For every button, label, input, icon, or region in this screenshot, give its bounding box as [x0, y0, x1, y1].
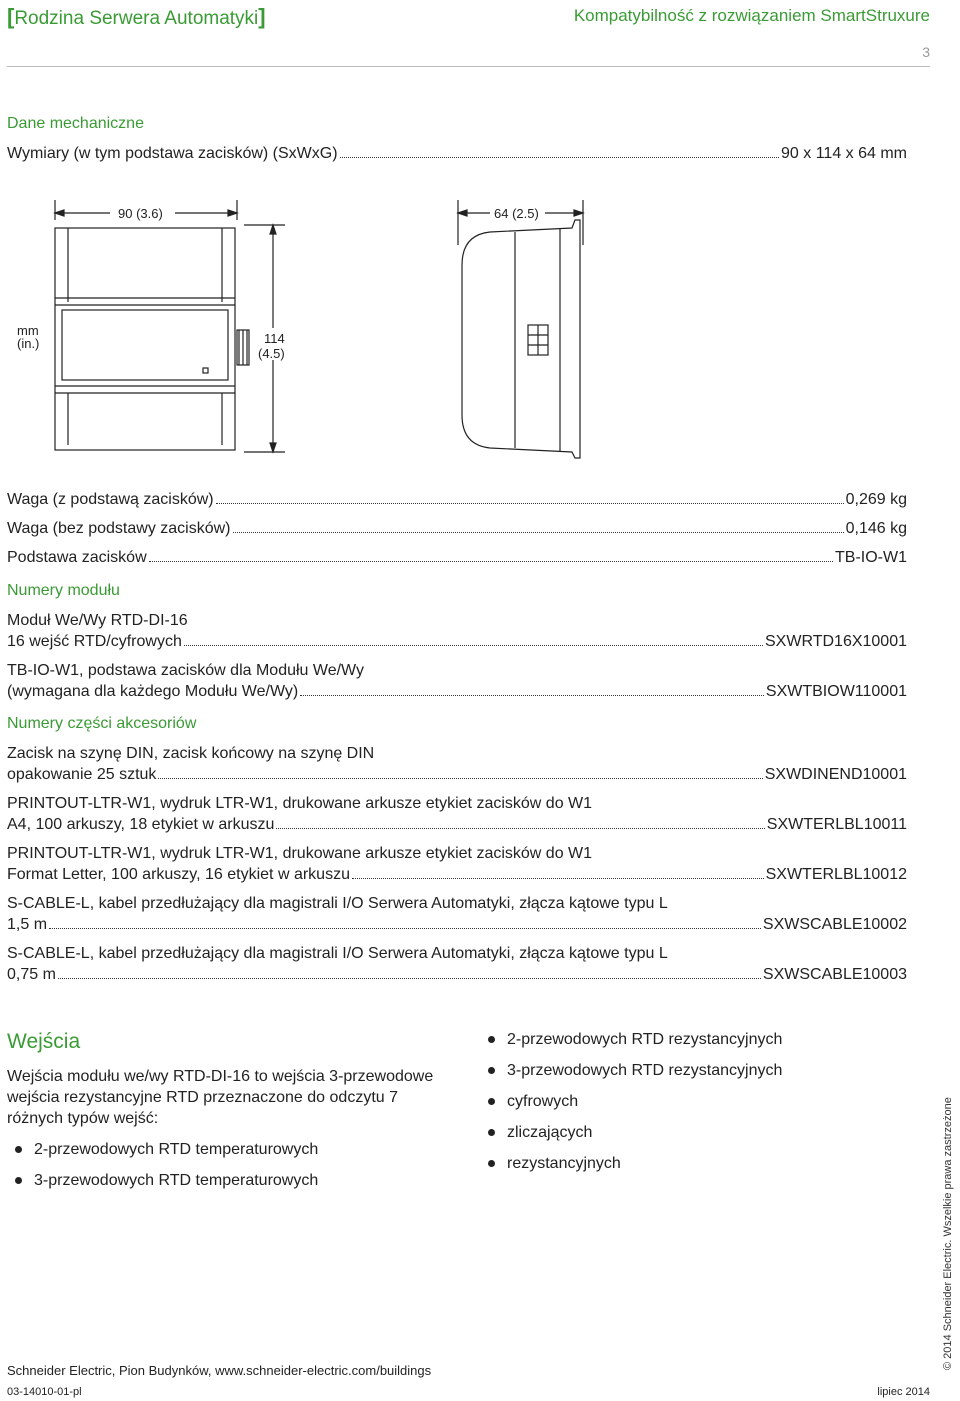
accessory-3-row	[7, 865, 907, 885]
module-2-line2: (wymagana dla każdego Modułu We/Wy)	[7, 683, 299, 700]
list-item: 2-przewodowych RTD rezystancyjnych	[483, 1030, 782, 1061]
header-left-title	[7, 4, 266, 30]
dims-value: 90 x 114 x 64 mm	[781, 145, 907, 162]
height-label-mm: 114	[264, 331, 285, 346]
accessories-heading: Numery części akcesoriów	[7, 715, 197, 732]
accessory-1-row	[7, 765, 907, 785]
weight-value: 0,146 kg	[845, 520, 907, 537]
header-divider	[7, 66, 930, 67]
weight-row-1	[7, 490, 907, 510]
accessory-5-line1: S-CABLE-L, kabel przedłużający dla magistrali I/O Serwera Automatyki, złącza kątowe typu L	[7, 945, 668, 962]
mech-heading: Dane mechaniczne	[7, 115, 144, 132]
accessory-2-line1: PRINTOUT-LTR-W1, wydruk LTR-W1, drukowane arkusze etykiet zacisków do W1	[7, 795, 593, 812]
module-2-code: SXWTBIOW110001	[765, 683, 907, 700]
weight-label: Waga (z podstawą zacisków)	[7, 491, 214, 508]
accessory-3-line1: PRINTOUT-LTR-W1, wydruk LTR-W1, drukowane arkusze etykiet zacisków do W1	[7, 845, 593, 862]
inputs-heading: Wejścia	[7, 1030, 81, 1053]
list-item: cyfrowych	[483, 1092, 782, 1123]
list-item: 3-przewodowych RTD temperaturowych	[10, 1171, 318, 1202]
weight-label: Waga (bez podstawy zacisków)	[7, 520, 231, 537]
unit-mm: mm	[17, 323, 39, 338]
inputs-left-list	[10, 1140, 318, 1202]
height-label-in: (4.5)	[258, 346, 285, 361]
dimension-drawing	[0, 190, 620, 470]
weight-row-2	[7, 519, 907, 539]
terminal-base-row	[7, 548, 907, 568]
module-1-code: SXWRTD16X10001	[765, 633, 907, 650]
accessory-code: SXWTERLBL10012	[765, 866, 907, 883]
bracket-open: [	[7, 4, 15, 29]
unit-in: (in.)	[17, 336, 40, 351]
module-1-line2: 16 wejść RTD/cyfrowych	[7, 633, 182, 650]
module-1-row	[7, 632, 907, 652]
accessory-code: SXWTERLBL10011	[766, 816, 907, 833]
accessory-line2: Format Letter, 100 arkuszy, 16 etykiet w arkuszu	[7, 866, 350, 883]
accessory-5-row	[7, 965, 907, 985]
accessory-4-line1: S-CABLE-L, kabel przedłużający dla magistrali I/O Serwera Automatyki, złącza kątowe typu L	[7, 895, 668, 912]
terminal-base-label: Podstawa zacisków	[7, 549, 147, 566]
accessory-line2: A4, 100 arkuszy, 18 etykiet w arkuszu	[7, 816, 275, 833]
inputs-paragraph: Wejścia modułu we/wy RTD-DI-16 to wejścia 3-przewodowe wejścia rezystancyjne RTD przeznaczone do odczytu 7 różnych typów wejść:	[7, 1068, 434, 1127]
module-1-line1: Moduł We/Wy RTD-DI-16	[7, 612, 188, 629]
module-2-line1: TB-IO-W1, podstawa zacisków dla Modułu We/Wy	[7, 662, 365, 679]
inputs-right-list	[483, 1030, 782, 1185]
accessory-4-row	[7, 915, 907, 935]
dims-row	[7, 144, 907, 164]
page-number: 3	[922, 44, 930, 60]
list-item: 2-przewodowych RTD temperaturowych	[10, 1140, 318, 1171]
header-right-title: Kompatybilność z rozwiązaniem SmartStruxure	[573, 6, 930, 25]
footer-doc-code: 03-14010-01-pl	[7, 1386, 82, 1398]
footer-date: lipiec 2014	[877, 1386, 930, 1398]
accessory-code: SXWDINEND10001	[764, 766, 907, 783]
list-item: zliczających	[483, 1123, 782, 1154]
list-item: rezystancyjnych	[483, 1154, 782, 1185]
accessory-line2: 1,5 m	[7, 916, 48, 933]
accessory-1-line1: Zacisk na szynę DIN, zacisk końcowy na szynę DIN	[7, 745, 375, 762]
depth-label: 64 (2.5)	[494, 206, 539, 221]
width-label: 90 (3.6)	[118, 206, 163, 221]
dims-label: Wymiary (w tym podstawa zacisków) (SxWxG)	[7, 145, 338, 162]
accessory-code: SXWSCABLE10002	[762, 916, 907, 933]
accessory-line2: 0,75 m	[7, 966, 56, 983]
copyright-vertical: © 2014 Schneider Electric. Wszelkie prawa zastrzeżone	[942, 1097, 954, 1370]
modules-heading: Numery modułu	[7, 582, 120, 599]
module-2-row	[7, 682, 907, 702]
bracket-close: ]	[258, 4, 266, 29]
terminal-base-value: TB-IO-W1	[835, 549, 907, 566]
footer-company: Schneider Electric, Pion Budynków, www.schneider-electric.com/buildings	[7, 1363, 432, 1378]
series-title: Rodzina Serwera Automatyki	[14, 8, 259, 29]
accessory-code: SXWSCABLE10003	[762, 966, 907, 983]
list-item: 3-przewodowych RTD rezystancyjnych	[483, 1061, 782, 1092]
weight-value: 0,269 kg	[845, 491, 907, 508]
accessory-line2: opakowanie 25 sztuk	[7, 766, 157, 783]
accessory-2-row	[7, 815, 907, 835]
